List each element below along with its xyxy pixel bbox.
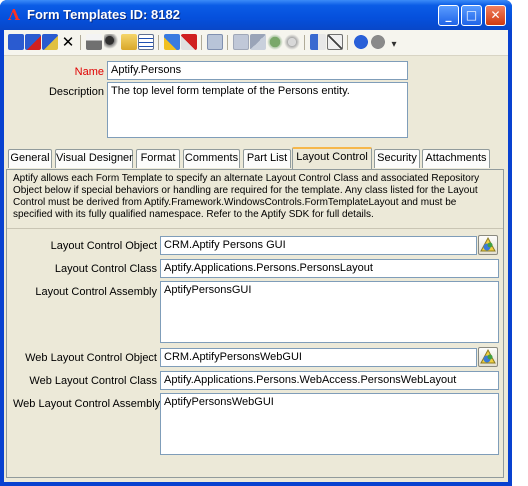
tab-visual-designer[interactable]: Visual Designer — [55, 149, 133, 168]
help-icon[interactable] — [353, 34, 369, 50]
tab-attachments[interactable]: Attachments — [422, 149, 490, 168]
wand-icon[interactable] — [310, 34, 326, 50]
find-icon[interactable] — [104, 34, 120, 50]
copy-icon[interactable] — [207, 34, 223, 50]
web-layout-control-object-label: Web Layout Control Object — [25, 352, 157, 364]
title-bar[interactable] — [0, 0, 512, 30]
layout-control-assembly-label: Layout Control Assembly — [35, 286, 157, 298]
toolbar-separator — [80, 35, 81, 50]
panel-divider — [7, 228, 503, 229]
aptify-app-icon[interactable]: Λ — [8, 6, 20, 24]
layout-control-info-text: Aptify allows each Form Template to specify an alternate Layout Control Class and associated Repository Object below if special behaviors or handling are required for the template. Any class listed for the Layout Control must be derived from Aptify.Framework.WindowsControls.FormTemplateLayout and must be specified with its fully qualified namespace. Refer to the Aptify SDK for full details. — [13, 173, 480, 220]
layout-control-class-label: Layout Control Class — [54, 263, 157, 275]
layout-control-assembly-field[interactable]: AptifyPersonsGUI — [160, 281, 499, 343]
maximize-button[interactable] — [461, 5, 482, 26]
layout-control-class-field[interactable]: Aptify.Applications.Persons.PersonsLayout — [160, 259, 499, 278]
web-layout-control-object-lookup-button[interactable] — [478, 347, 498, 367]
object-browse-icon — [479, 348, 497, 366]
minimize-button[interactable] — [438, 5, 459, 26]
save-new-icon[interactable] — [42, 34, 58, 50]
save-close-icon[interactable] — [25, 34, 41, 50]
window-client-area — [4, 30, 508, 482]
tab-strip — [8, 148, 504, 168]
close-button[interactable] — [485, 5, 506, 26]
web-layout-control-class-field[interactable]: Aptify.Applications.Persons.WebAccess.PersonsWebLayout — [160, 371, 499, 390]
tab-comments[interactable]: Comments — [183, 149, 240, 168]
link-icon[interactable] — [233, 34, 249, 50]
open-folder-icon[interactable] — [121, 34, 137, 50]
toolbar-separator — [304, 35, 305, 50]
tab-security[interactable]: Security — [374, 149, 420, 168]
tab-format[interactable]: Format — [136, 149, 180, 168]
web-layout-control-assembly-field[interactable]: AptifyPersonsWebGUI — [160, 393, 499, 455]
name-field[interactable]: Aptify.Persons — [107, 61, 408, 80]
tab-layout-control[interactable]: Layout Control — [292, 147, 372, 169]
tab-part-list[interactable]: Part List — [243, 149, 291, 168]
maximize-icon: □ — [465, 8, 478, 22]
window-title: Form Templates ID: 8182 — [27, 7, 180, 22]
layout-control-object-label: Layout Control Object — [50, 240, 157, 252]
toolbar-separator — [347, 35, 348, 50]
toolbar-overflow-icon[interactable]: ▾ — [391, 39, 397, 50]
web-layout-control-object-field[interactable]: CRM.AptifyPersonsWebGUI — [160, 348, 477, 367]
edit-icon[interactable] — [164, 34, 180, 50]
cancel-icon[interactable] — [181, 34, 197, 50]
name-label: Name — [74, 66, 104, 78]
web-layout-control-class-label: Web Layout Control Class — [29, 375, 157, 387]
options-icon[interactable] — [267, 34, 283, 50]
tab-general[interactable]: General — [8, 149, 52, 168]
close-icon: ✕ — [490, 8, 501, 22]
toolbar-separator — [201, 35, 202, 50]
web-layout-control-assembly-label: Web Layout Control Assembly — [13, 398, 161, 410]
attach-icon[interactable] — [284, 34, 300, 50]
description-field[interactable]: The top level form template of the Persons entity. — [107, 82, 408, 138]
web-icon[interactable] — [250, 34, 266, 50]
toolbar-separator — [158, 35, 159, 50]
toolbar-separator — [227, 35, 228, 50]
toolbar — [4, 30, 508, 56]
layout-control-object-lookup-button[interactable] — [478, 235, 498, 255]
info-icon[interactable] — [370, 34, 386, 50]
layout-control-panel — [6, 169, 504, 478]
minimize-icon: _ — [445, 8, 452, 22]
delete-icon[interactable]: ✕ — [61, 33, 75, 51]
save-icon[interactable] — [8, 34, 24, 50]
more-icon[interactable] — [327, 34, 343, 50]
list-icon[interactable] — [138, 34, 154, 50]
print-icon[interactable] — [86, 34, 102, 50]
object-browse-icon — [479, 236, 497, 254]
description-label: Description — [48, 86, 104, 98]
window-bottom-edge — [4, 478, 508, 482]
layout-control-object-field[interactable]: CRM.Aptify Persons GUI — [160, 236, 477, 255]
